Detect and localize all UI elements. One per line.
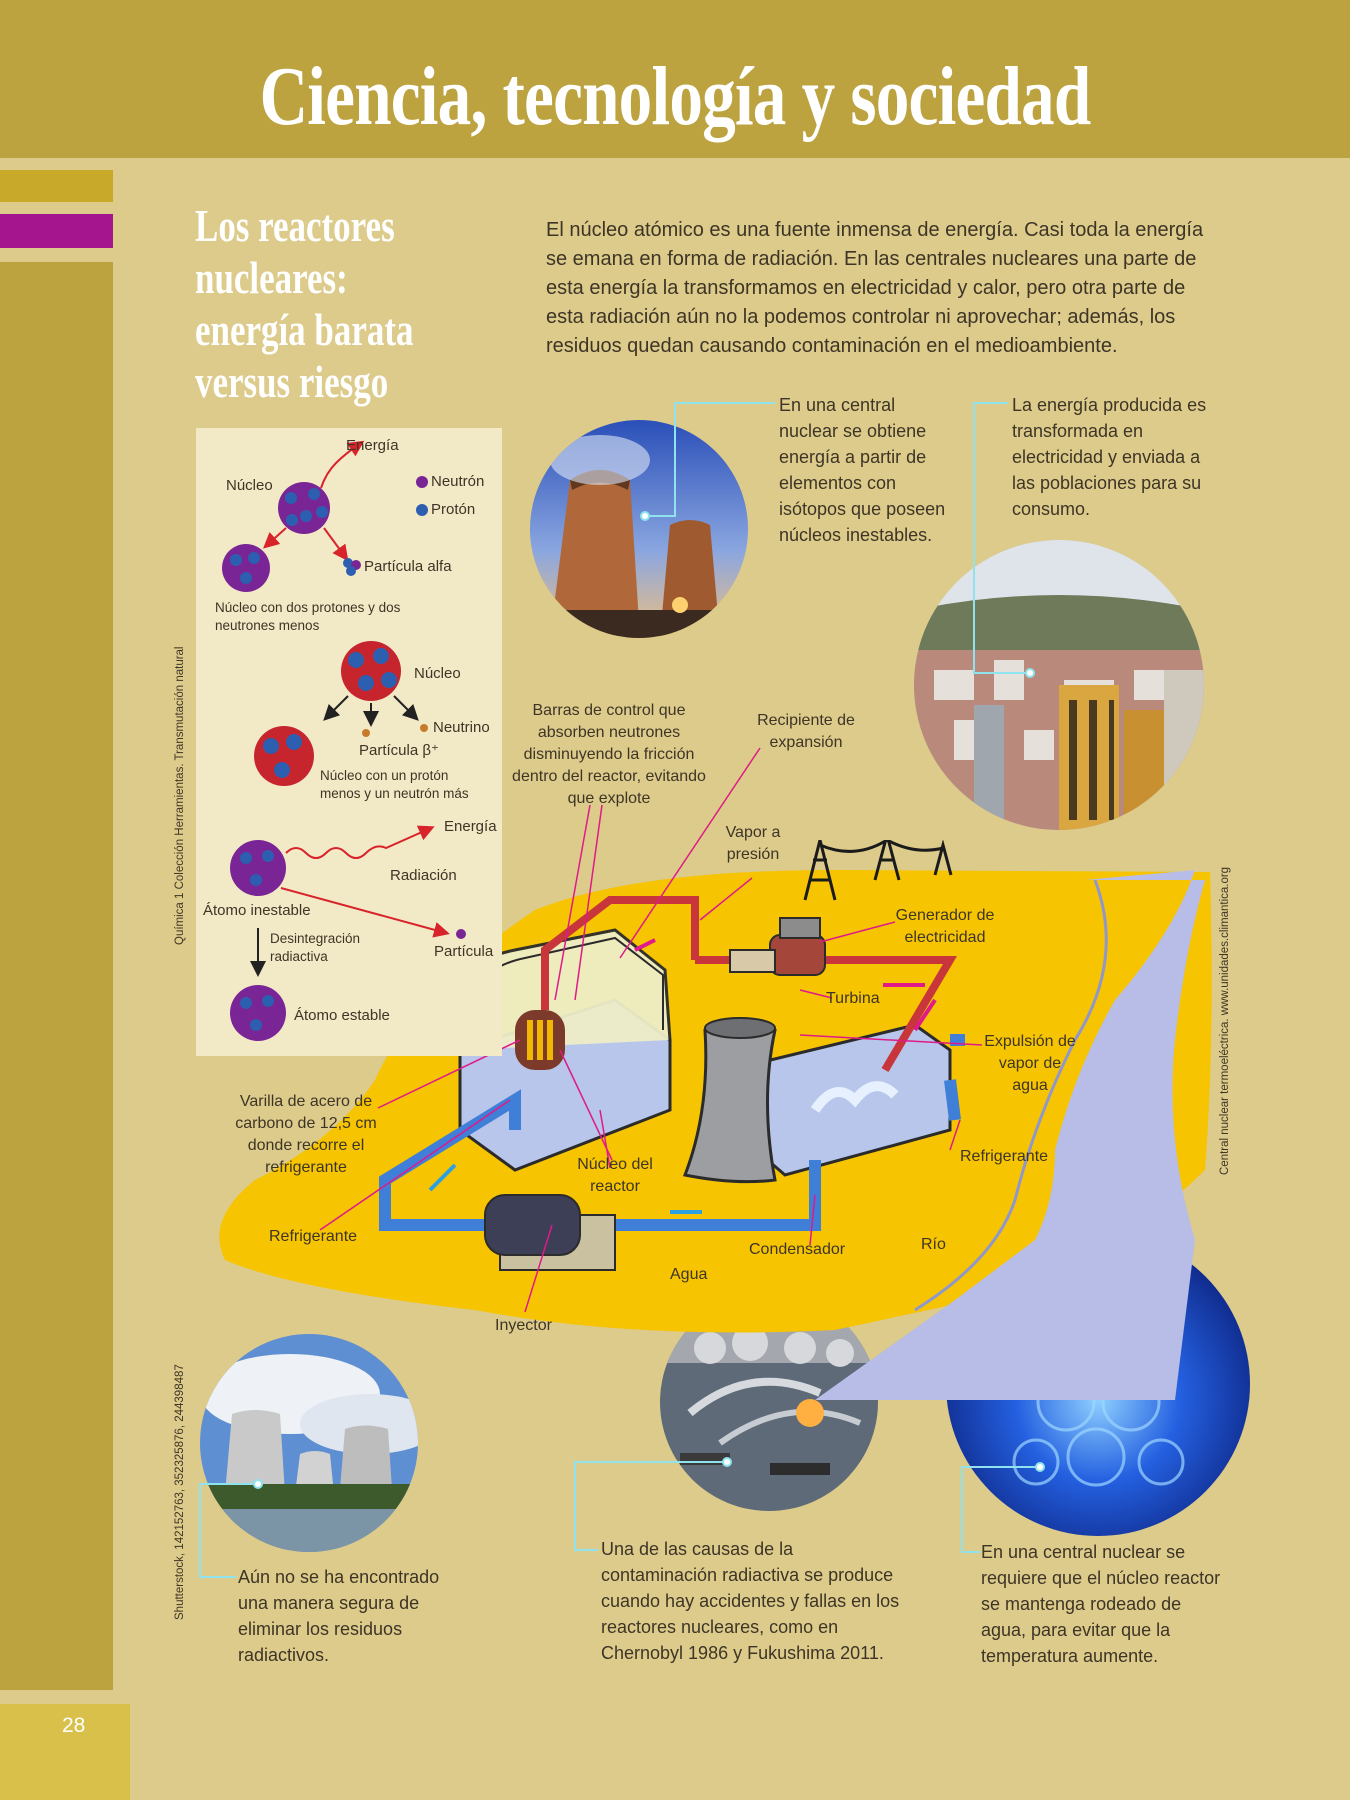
legend-proton: Protón bbox=[431, 501, 476, 518]
caption-agua: En una central nuclear se requiere que el núcleo reactor se mantenga rodeado de agua, para evitar que la temperatura aumente. bbox=[981, 1542, 1221, 1666]
label-nucleo-1: Núcleo bbox=[226, 477, 273, 494]
label-refrigerante-1: Refrigerante bbox=[269, 1228, 358, 1245]
label-expulsion-vapor: Expulsión de vapor de agua bbox=[984, 1033, 1076, 1094]
label-neutrino: Neutrino bbox=[433, 719, 490, 736]
label-refrigerante-2: Refrigerante bbox=[960, 1148, 1049, 1165]
label-particula: Partícula bbox=[434, 943, 494, 960]
label-nucleo-dos-menos: Núcleo con dos protones y dos neutrones menos bbox=[215, 600, 401, 633]
label-inyector: Inyector bbox=[495, 1317, 552, 1334]
label-agua: Agua bbox=[670, 1266, 708, 1283]
label-generador: Generador de electricidad bbox=[895, 907, 995, 946]
caption-contaminacion: Una de las causas de la contaminación radiactiva se produce cuando hay accidentes y fallas en los reactores nucleares, como en Chernobyl 1986 y Fukushima 2011. bbox=[601, 1539, 900, 1663]
label-nucleo-2: Núcleo bbox=[414, 665, 461, 682]
credit-quimica: Química 1 Colección Herramientas. Transmutación natural bbox=[174, 646, 186, 945]
label-turbina: Turbina bbox=[826, 990, 880, 1007]
label-barras-control: Barras de control que absorben neutrones disminuyendo la fricción dentro del reactor, evitando que explote bbox=[512, 702, 706, 807]
page-title: Ciencia, tecnología y sociedad bbox=[259, 50, 1091, 143]
label-particula-alfa: Partícula alfa bbox=[364, 558, 452, 575]
label-rio: Río bbox=[921, 1236, 946, 1253]
label-nucleo-proton-menos: Núcleo con un protón menos y un neutrón más bbox=[320, 768, 469, 801]
caption-residuos: Aún no se ha encontrado una manera segura de eliminar los residuos radiactivos. bbox=[238, 1567, 440, 1665]
label-desintegracion: Desintegración radiactiva bbox=[270, 931, 361, 964]
label-energia-1: Energía bbox=[346, 437, 399, 454]
label-atomo-inestable: Átomo inestable bbox=[203, 902, 311, 919]
credit-central-termo: Central nuclear termoeléctrica. www.unidades.climantica.org bbox=[1219, 866, 1231, 1175]
caption-energia: La energía producida es transformada en electricidad y enviada a las poblaciones para su consumo. bbox=[1012, 395, 1207, 519]
intro-paragraph: El núcleo atómico es una fuente inmensa de energía. Casi toda la energía se emana en forma de radiación. En las centrales nucleares una parte de esta energía la transformamos en electricidad y calor, pero otra parte de esta radiación aún no la podemos controlar ni aprovechar; además, los residuos quedan causando contaminación en el medioambiente. bbox=[546, 219, 1204, 357]
label-condensador: Condensador bbox=[749, 1241, 846, 1258]
label-atomo-estable: Átomo estable bbox=[294, 1007, 390, 1024]
label-varilla-acero: Varilla de acero de carbono de 12,5 cm donde recorre el refrigerante bbox=[235, 1093, 377, 1176]
caption-central: En una central nuclear se obtiene energía a partir de elementos con isótopos que poseen núcleos inestables. bbox=[779, 395, 946, 545]
label-vapor-presion: Vapor a presión bbox=[725, 824, 781, 863]
section-subtitle: Los reactores nucleares: energía barata versus riesgo bbox=[195, 200, 414, 407]
label-radiacion: Radiación bbox=[390, 867, 457, 884]
page-number: 28 bbox=[62, 1714, 86, 1737]
label-particula-beta: Partícula β⁺ bbox=[359, 742, 439, 759]
label-recipiente-expansion: Recipiente de expansión bbox=[757, 712, 855, 751]
label-nucleo-reactor: Núcleo del reactor bbox=[577, 1156, 653, 1195]
credit-shutterstock: Shutterstock, 142152763, 352325876, 244398487 bbox=[174, 1364, 186, 1620]
label-energia-2: Energía bbox=[444, 818, 497, 835]
legend-neutron: Neutrón bbox=[431, 473, 485, 490]
